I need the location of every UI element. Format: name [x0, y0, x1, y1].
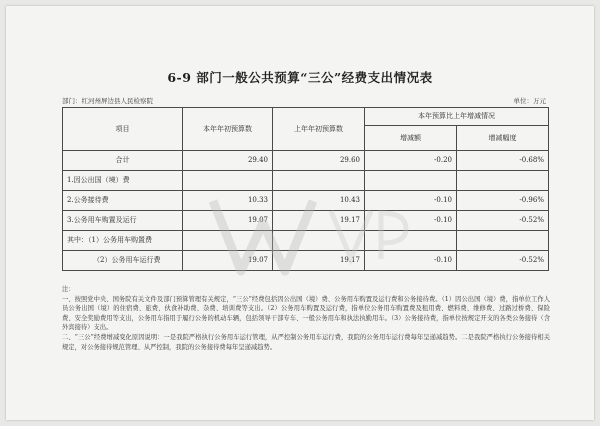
header-budget-previous: 上年年初预算数: [273, 108, 365, 151]
row-label: 合计: [63, 151, 183, 171]
cell-rate: -0.96%: [457, 191, 549, 211]
row-label: 1.因公出国（境）费: [63, 171, 183, 191]
cell-rate: -0.68%: [457, 151, 549, 171]
cell-rate: -0.52%: [457, 211, 549, 231]
row-label: 2.公务接待费: [63, 191, 183, 211]
row-label: 其中：（1）公务用车购置费: [63, 231, 183, 251]
header-change-rate: 增减幅度: [457, 126, 549, 151]
cell-current: 29.40: [183, 151, 273, 171]
cell-change: -0.10: [365, 211, 457, 231]
unit-label: 单位：万元: [513, 97, 546, 105]
cell-rate: [457, 231, 549, 251]
cell-current: 10.33: [183, 191, 273, 211]
cell-previous: 10.43: [273, 191, 365, 211]
row-label: 3.公务用车购置及运行: [63, 211, 183, 231]
cell-rate: -0.52%: [457, 251, 549, 271]
notes-section: [62, 285, 550, 352]
cell-change: -0.10: [365, 251, 457, 271]
watermark-logo-icon: [201, 171, 421, 291]
notes-paragraph-2: 二、“三公”经费增减变化原因说明：一是我院严格执行公务用车运行管理，从严控制公务用车运行费，我院的公务用车运行费每年呈递减趋势。二是我院严格执行公务接待相关规定，对公务接待规范管理、从严控制，我院的公务接待费每年呈递减趋势。: [62, 333, 550, 351]
cell-rate: [457, 171, 549, 191]
table-header-row: [63, 108, 549, 126]
cell-change: -0.10: [365, 191, 457, 211]
cell-previous: 19.17: [273, 251, 365, 271]
page-title: 6-9 部门一般公共预算“三公”经费支出情况表: [167, 70, 433, 85]
cell-current: 19.07: [183, 211, 273, 231]
document-page: [6, 6, 594, 420]
table-row: [63, 151, 549, 171]
cell-change: -0.20: [365, 151, 457, 171]
header-change-amount: 增减额: [365, 126, 457, 151]
cell-previous: 19.17: [273, 211, 365, 231]
cell-current: 19.07: [183, 251, 273, 271]
cell-previous: 29.60: [273, 151, 365, 171]
notes-paragraph-1: 一、按照党中央、国务院有关文件及部门预算管理有关规定，“三公”经费包括因公出国（境）费、公务用车购置及运行费和公务接待费。（1）因公出国（境）费，指单位工作人员公务出国（境）的住宿费、旅费、伙食补助费、杂费、培训费等支出。（2）公务用车购置及运行费，指单位公务用车购置费及租用费、燃料费、维修费、过路过桥费、保险费、安全奖励费用等支出，公务用车指用于履行公务的机动车辆，包括领导干部专车、一般公务用车和执法执勤用车。（3）公务接待费，指单位按规定开支的各类公务接待（含外宾接待）支出。: [62, 295, 550, 332]
notes-heading: 注：: [62, 286, 75, 293]
header-budget-current: 本年年初预算数: [183, 108, 273, 151]
row-label: （2）公务用车运行费: [63, 251, 183, 271]
header-item: 项目: [63, 108, 183, 151]
department-label: 部门：红河州屏边县人民检察院: [62, 97, 153, 105]
header-change-group: 本年预算比上年增减情况: [365, 108, 549, 126]
